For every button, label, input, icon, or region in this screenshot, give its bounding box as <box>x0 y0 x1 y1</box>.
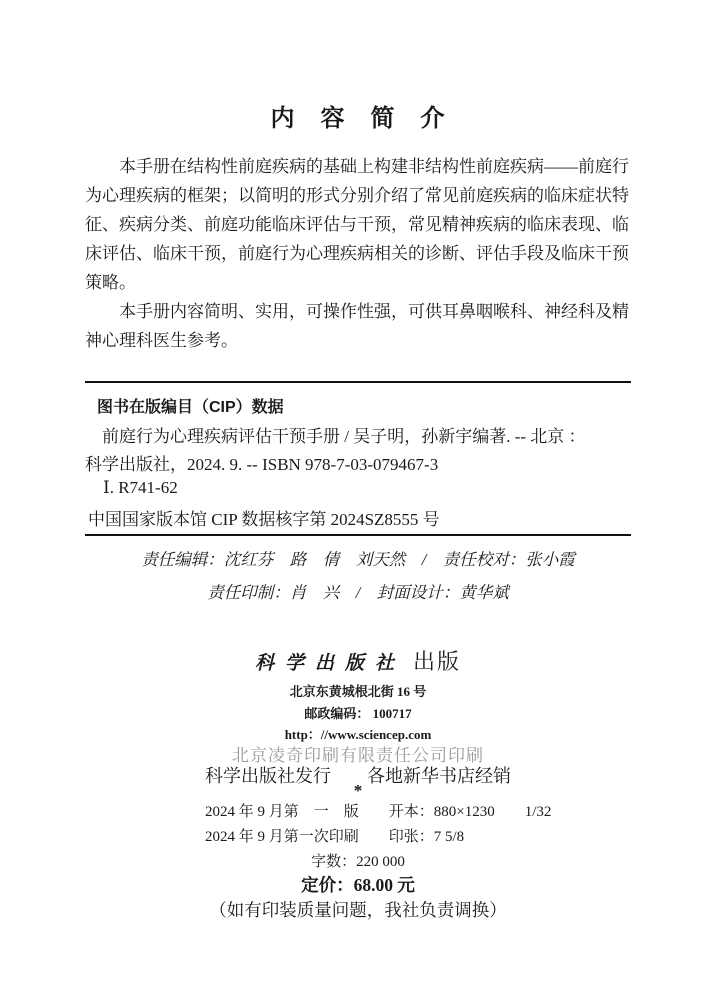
quality-note: （如有印装质量问题，我社负责调换） <box>209 900 507 920</box>
publisher-logo <box>85 645 631 676</box>
publisher-logo-script: 科学出版社 <box>254 653 405 674</box>
publisher-website: http：//www.sciencep.com <box>284 727 432 742</box>
cip-title-line: 前庭行为心理疾病评估干预手册 / 吴子明，孙新宇编著. -- 北京 ： <box>102 427 586 446</box>
content-column <box>85 0 631 1000</box>
publisher-address: 北京东黄城根北街 16 号 <box>289 684 427 699</box>
credits-print-design-line: 责任印制：肖 兴 / 封面设计：黄华斌 <box>207 583 509 602</box>
publisher-logo-suffix: 出版 <box>413 649 462 674</box>
printer-line: 北京凌奇印刷有限责任公司印刷 <box>232 746 484 765</box>
printing-line: 2024 年 9 月第一次印刷 印张：7 5/8 <box>205 829 465 845</box>
intro-line: 策略。 <box>85 273 136 292</box>
cip-heading: 图书在版编目（CIP）数据 <box>97 399 284 416</box>
divider-line-bottom <box>85 534 631 536</box>
page-title: 内 容 简 介 <box>270 105 446 132</box>
intro-line: 床评估、临床干预，前庭行为心理疾病相关的诊断、评估手段及临床干预 <box>85 244 629 263</box>
intro-section <box>85 152 631 355</box>
separator-asterisk: * <box>353 781 363 800</box>
cip-record-line: 中国国家版本馆 CIP 数据核字第 2024SZ8555 号 <box>88 510 440 529</box>
intro-line: 本手册内容简明、实用，可操作性强，可供耳鼻咽喉科、神经科及精 <box>119 302 629 321</box>
intro-line: 征、疾病分类、前庭功能临床评估与干预，常见精神疾病的临床表现、临 <box>85 215 629 234</box>
intro-line: 为心理疾病的框架；以简明的形式分别介绍了常见前庭疾病的临床症状特 <box>85 186 629 205</box>
intro-line: 神心理科医生参考。 <box>85 331 238 350</box>
word-count-line: 字数：220 000 <box>311 854 405 870</box>
edition-line: 2024 年 9 月第 一 版 开本：880×1230 1/32 <box>205 804 552 820</box>
cip-publisher-line: 科学出版社，2024. 9. -- ISBN 978-7-03-079467-3 <box>85 455 439 474</box>
publisher-postcode: 邮政编码： 100717 <box>304 706 412 721</box>
distribution-line: 科学出版社发行 各地新华书店经销 <box>205 766 511 786</box>
cip-classification-line: Ⅰ. R741-62 <box>103 478 178 497</box>
intro-line: 本手册在结构性前庭疾病的基础上构建非结构性前庭疾病——前庭行 <box>119 157 629 176</box>
credits-editors-line: 责任编辑：沈红芬 路 倩 刘天然 / 责任校对：张小霞 <box>141 550 575 569</box>
divider-line-top <box>85 381 631 383</box>
price-line: 定价：68.00 元 <box>301 875 415 895</box>
